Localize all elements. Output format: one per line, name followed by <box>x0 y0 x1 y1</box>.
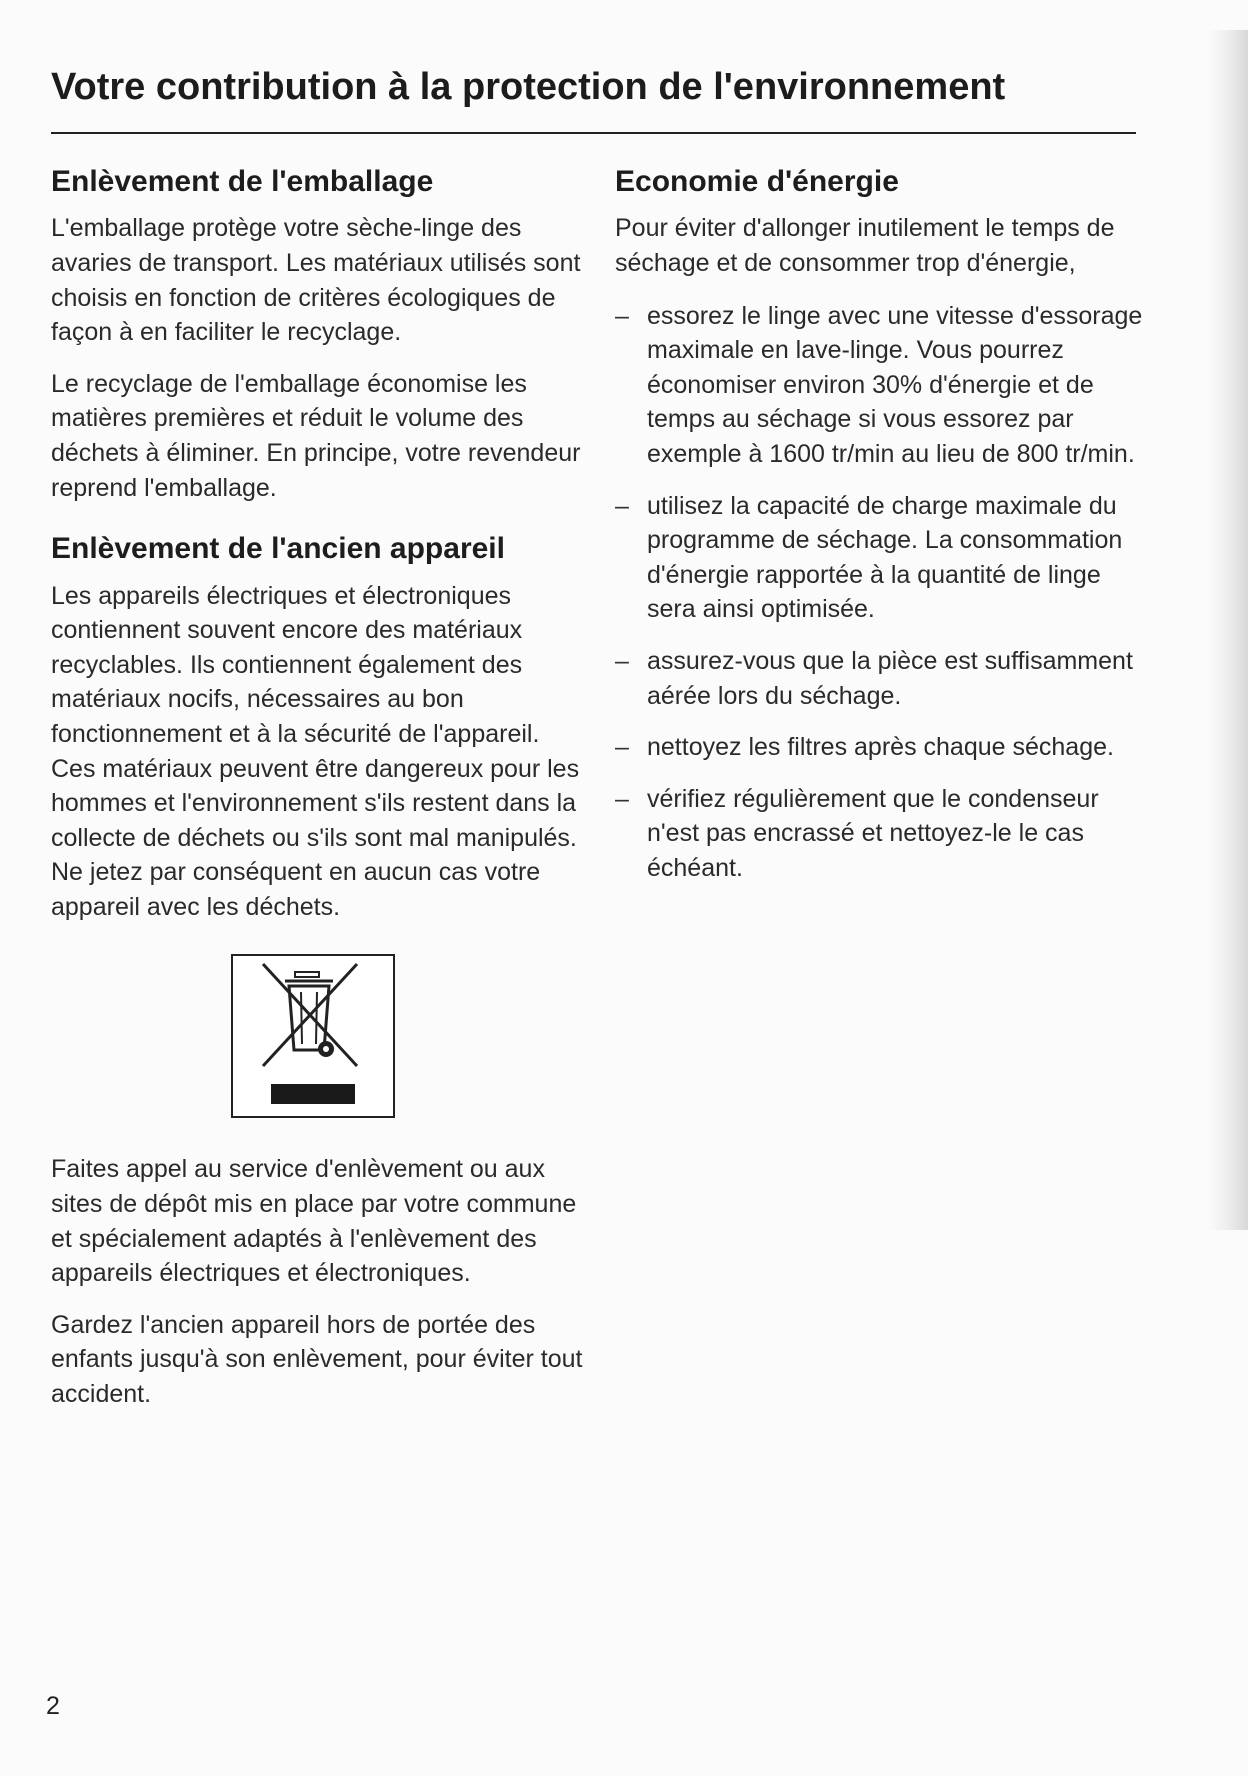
dash-bullet: – <box>615 733 629 762</box>
page-edge-shadow <box>1208 30 1248 1230</box>
dash-bullet: – <box>615 646 629 675</box>
tip-text: assurez-vous que la pièce est suffisamment aérée lors du séchage. <box>647 646 1133 710</box>
energy-section <box>615 164 1150 885</box>
energy-heading: Economie d'énergie <box>615 165 899 198</box>
tip-text: essorez le linge avec une vitesse d'essorage maximale en lave-linge. Vous pourrez économiser environ 30% d'énergie et de temps au séchage si vous essorez par exemple à 1600 tr/min au lieu de 800 tr/min. <box>647 301 1143 468</box>
tip-text: nettoyez les filtres après chaque séchage. <box>647 733 1114 762</box>
old-appliance-paragraph-1: Les appareils électriques et électroniques contiennent souvent encore des matériaux recyclables. Ils contiennent également des matériaux nocifs, nécessaires au bon fonctionnement et à la sécurité de l'appareil. Ces matériaux peuvent être dangereux pour les hommes et l'environnement s'ils restent dans la collecte de déchets ou s'ils sont mal manipulés. Ne jetez par conséquent en aucun cas votre appareil avec les déchets. <box>51 581 580 921</box>
tip-text: utilisez la capacité de charge maximale du programme de séchage. La consommation d'énergie rapportée à la quantité de linge sera ainsi optimisée. <box>647 491 1123 624</box>
list-item <box>615 299 1150 472</box>
page-title: Votre contribution à la protection de l'environnement <box>51 66 1006 108</box>
packaging-paragraph-1: L'emballage protège votre sèche-linge des avaries de transport. Les matériaux utilisés sont choisis en fonction de critères écologiques de façon à en faciliter le recyclage. <box>51 214 581 347</box>
packaging-heading: Enlèvement de l'emballage <box>51 165 434 198</box>
dash-bullet: – <box>615 491 629 520</box>
list-item <box>615 644 1150 713</box>
tip-text: vérifiez régulièrement que le condenseur n'est pas encrassé et nettoyez-le le cas échéant. <box>647 784 1099 882</box>
list-item <box>615 730 1150 765</box>
right-column <box>615 164 1150 902</box>
dash-bullet: – <box>615 784 629 813</box>
old-appliance-section <box>51 531 586 1411</box>
energy-tips-list <box>615 299 1150 886</box>
packaging-paragraph-2: Le recyclage de l'emballage économise les matières premières et réduit le volume des déchets à éliminer. En principe, votre revendeur reprend l'emballage. <box>51 369 581 502</box>
energy-intro: Pour éviter d'allonger inutilement le temps de séchage et de consommer trop d'énergie, <box>615 214 1115 277</box>
title-rule <box>51 132 1136 134</box>
old-appliance-paragraph-3: Gardez l'ancien appareil hors de portée des enfants jusqu'à son enlèvement, pour éviter tout accident. <box>51 1310 583 1409</box>
old-appliance-paragraph-2: Faites appel au service d'enlèvement ou aux sites de dépôt mis en place par votre commune et spécialement adaptés à l'enlèvement des appareils électriques et électroniques. <box>51 1155 577 1288</box>
page-number: 2 <box>46 1692 60 1720</box>
list-item <box>615 782 1150 886</box>
packaging-section <box>51 164 586 505</box>
left-column <box>51 164 586 1429</box>
dash-bullet: – <box>615 301 629 330</box>
crossed-out-wheeled-bin-icon <box>231 954 395 1118</box>
old-appliance-heading: Enlèvement de l'ancien appareil <box>51 532 505 566</box>
list-item <box>615 489 1150 627</box>
